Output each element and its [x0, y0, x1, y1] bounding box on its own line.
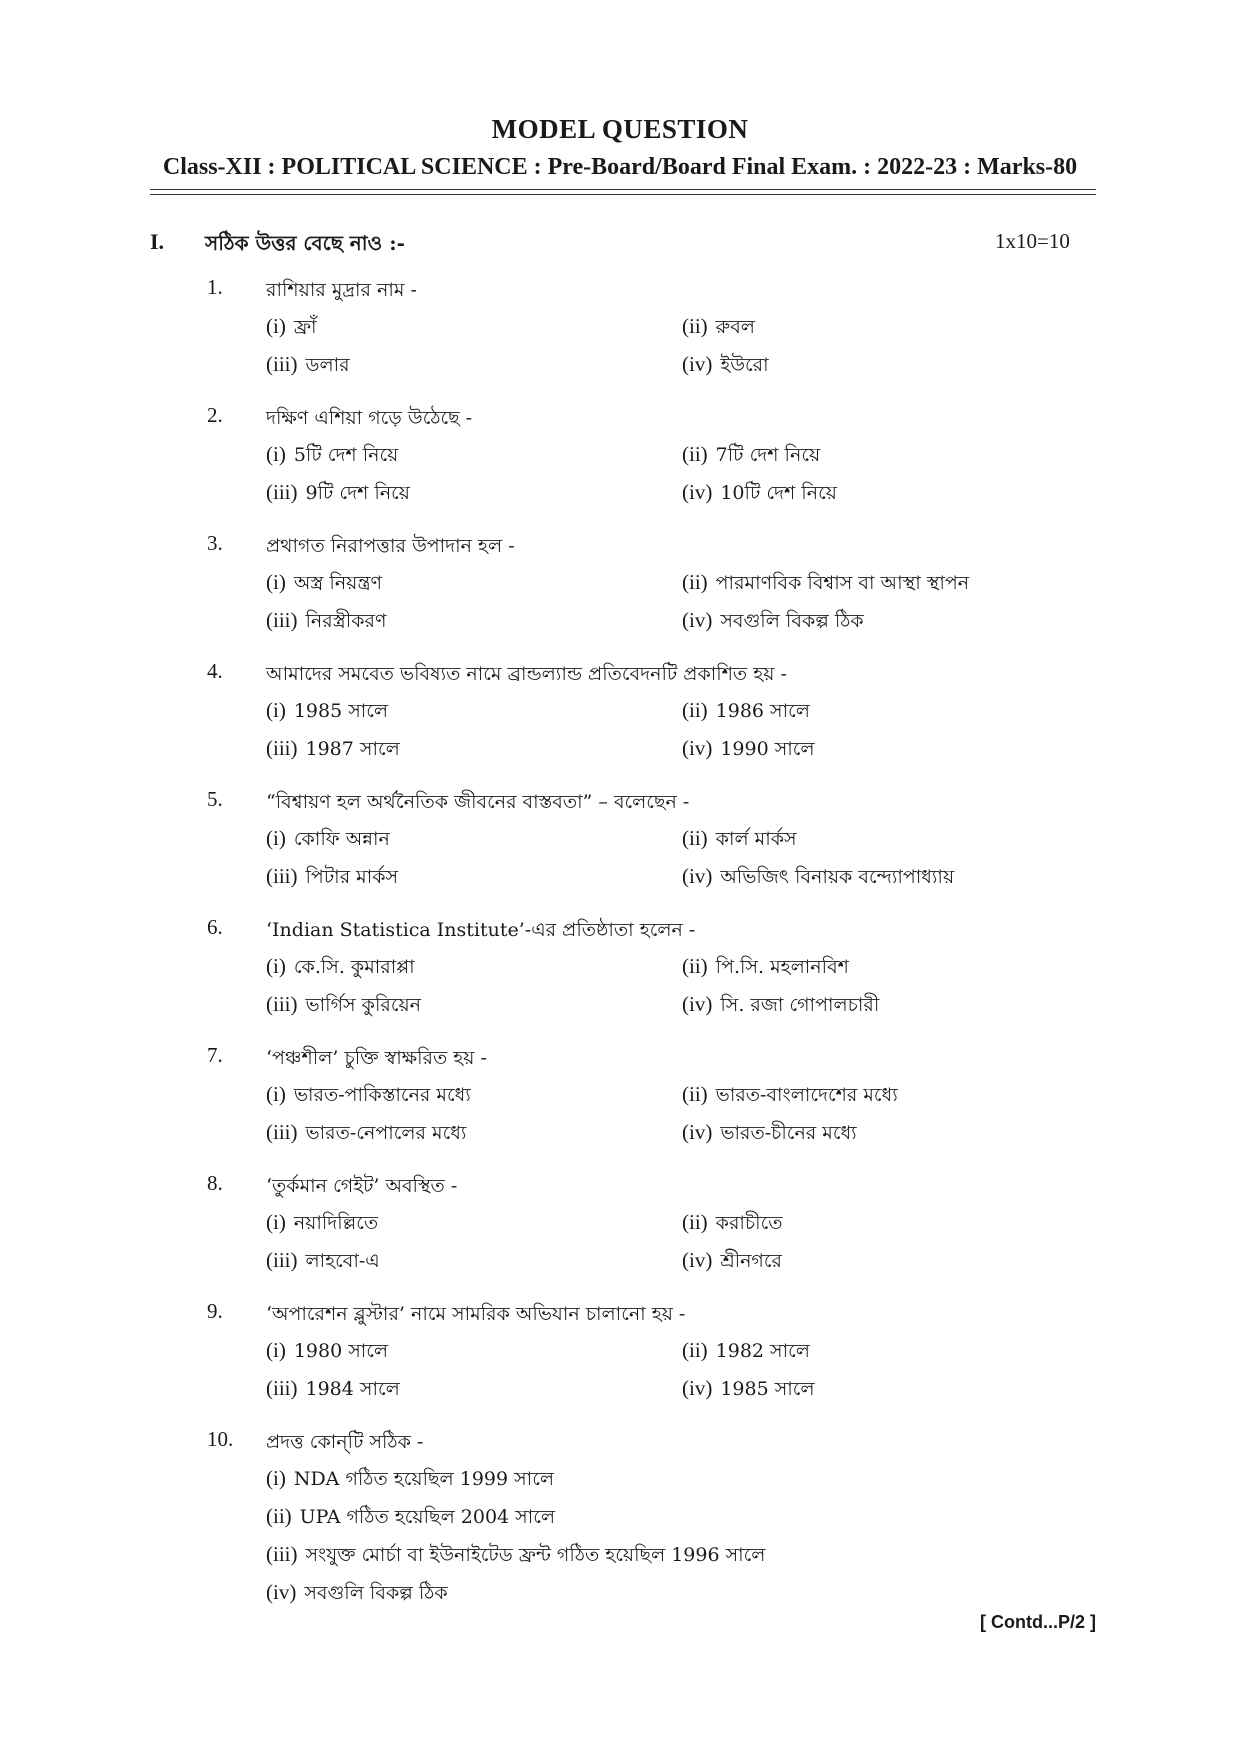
option [682, 1247, 782, 1279]
option-label: (iii) [266, 864, 298, 888]
option [266, 441, 398, 473]
option [682, 953, 849, 985]
option [682, 1375, 815, 1407]
option-label: (iv) [682, 992, 713, 1016]
option [682, 1081, 898, 1113]
option-label: (i) [266, 826, 286, 850]
option-text: শ্রীনগরে [720, 1250, 782, 1272]
option [266, 1081, 471, 1113]
option [682, 313, 755, 345]
option [266, 607, 386, 639]
option [682, 607, 864, 639]
option-text: ভার্গিস কুরিয়েন [305, 994, 421, 1016]
option-text: লাহবো-এ [305, 1250, 380, 1272]
question-number: 8. [207, 1171, 223, 1195]
section-number: I. [150, 229, 165, 254]
question-text: ‘তুর্কমান গেইট’ অবস্থিত - [266, 1175, 458, 1197]
option [266, 1119, 466, 1151]
option-label: (iv) [682, 608, 713, 632]
option [266, 825, 390, 857]
option-text: পিটার মার্কস [305, 866, 399, 888]
option-label: (iv) [682, 1120, 713, 1144]
option-label: (iii) [266, 608, 298, 632]
header-rule-top [150, 189, 1096, 190]
question-text: “বিশ্বায়ণ হল অর্থনৈতিক জীবনের বাস্তবতা” – বলেছেন - [266, 791, 690, 813]
option-label: (i) [266, 1338, 286, 1362]
option [266, 735, 400, 767]
option-text: ডলার [305, 354, 350, 376]
option-label: (i) [266, 698, 286, 722]
option-text: ইউরো [720, 354, 769, 376]
option-text: 1986 সালে [715, 700, 810, 722]
option-label: (iv) [682, 1376, 713, 1400]
option-label: (i) [266, 1210, 286, 1234]
option-text: 10টি দেশ নিয়ে [720, 482, 837, 504]
option-label: (iii) [266, 736, 298, 760]
option [266, 1375, 400, 1407]
exam-subtitle: Class-XII : POLITICAL SCIENCE : Pre-Board/Board Final Exam. : 2022-23 : Marks-80 [162, 154, 1078, 180]
option-text: কার্ল মার্কস [715, 828, 797, 850]
option [266, 1465, 554, 1497]
option-label: (i) [266, 1082, 286, 1106]
option-text: সবগুলি বিকল্প ঠিক [720, 610, 864, 632]
option-label: (iii) [266, 1542, 298, 1566]
continued-note: [ Contd...P/2 ] [980, 1612, 1096, 1632]
option [682, 863, 954, 895]
option [266, 863, 398, 895]
option-text: 1985 সালে [720, 1378, 815, 1400]
option [682, 351, 769, 383]
option-text: অভিজিৎ বিনায়ক বন্দ্যোপাধ্যায় [720, 866, 955, 888]
option [682, 1337, 810, 1369]
option-text: 1984 সালে [305, 1378, 400, 1400]
option [266, 1503, 555, 1535]
option-label: (i) [266, 1466, 286, 1490]
option [266, 479, 410, 511]
option-text: ভারত-নেপালের মধ্যে [305, 1122, 467, 1144]
option [682, 1119, 857, 1151]
option [682, 991, 879, 1023]
option [266, 351, 350, 383]
option-label: (i) [266, 442, 286, 466]
option [266, 1337, 388, 1369]
question-number: 5. [207, 787, 223, 811]
option [266, 991, 421, 1023]
option-label: (iv) [266, 1580, 297, 1604]
option [266, 953, 415, 985]
page-title: MODEL QUESTION [491, 114, 749, 144]
option-label: (ii) [682, 1210, 708, 1234]
option-label: (ii) [682, 826, 708, 850]
option-label: (iv) [682, 864, 713, 888]
option-text: NDA গঠিত হয়েছিল 1999 সালে [293, 1468, 554, 1490]
option-text: পি.সি. মহলানবিশ [715, 956, 849, 978]
option-text: নিরস্ত্রীকরণ [305, 610, 387, 632]
option [266, 1541, 765, 1573]
option-text: ভারত-বাংলাদেশের মধ্যে [715, 1084, 898, 1106]
option-text: সংযুক্ত মোর্চা বা ইউনাইটেড ফ্রন্ট গঠিত হয়েছিল 1996 সালে [305, 1544, 766, 1566]
option-text: অস্ত্র নিয়ন্ত্রণ [293, 572, 383, 594]
option-label: (i) [266, 954, 286, 978]
option-label: (iii) [266, 1376, 298, 1400]
question-text: প্রদত্ত কোন্‌টি সঠিক - [266, 1431, 424, 1453]
option-text: কে.সি. কুমারাপ্পা [293, 956, 415, 978]
option-text: কোফি অন্নান [293, 828, 390, 850]
option-text: 7টি দেশ নিয়ে [715, 444, 821, 466]
option [266, 697, 388, 729]
option [682, 825, 797, 857]
question-text: ‘পঞ্চশীল’ চুক্তি স্বাক্ষরিত হয় - [266, 1047, 487, 1069]
option-text: 5টি দেশ নিয়ে [293, 444, 399, 466]
question-number: 10. [207, 1427, 234, 1451]
option [266, 569, 382, 601]
header-rule-bottom [150, 194, 1096, 195]
option [682, 441, 820, 473]
option [266, 1247, 380, 1279]
option [682, 697, 810, 729]
option-text: করাচীতে [715, 1212, 783, 1234]
option [682, 735, 815, 767]
option-label: (ii) [682, 1338, 708, 1362]
question-text: ‘অপারেশন ব্লুস্টার’ নামে সামরিক অভিযান চালানো হয় - [266, 1303, 686, 1325]
option-text: ভারত-পাকিস্তানের মধ্যে [293, 1084, 471, 1106]
option-text: 1987 সালে [305, 738, 400, 760]
option-label: (ii) [266, 1504, 292, 1528]
option-label: (iii) [266, 992, 298, 1016]
section-instruction: সঠিক উত্তর বেছে নাও :- [205, 231, 405, 255]
option-label: (ii) [682, 1082, 708, 1106]
option-text: সবগুলি বিকল্প ঠিক [304, 1582, 448, 1604]
option-text: সি. রজা গোপালচারী [720, 994, 880, 1016]
option-text: 1990 সালে [720, 738, 815, 760]
question-text: রাশিয়ার মুদ্রার নাম - [266, 279, 417, 301]
option-text: রুবল [715, 316, 755, 338]
question-number: 6. [207, 915, 223, 939]
option-label: (ii) [682, 954, 708, 978]
question-number: 4. [207, 659, 223, 683]
question-text: দক্ষিণ এশিয়া গড়ে উঠেছে - [266, 407, 473, 429]
option-text: UPA গঠিত হয়েছিল 2004 সালে [299, 1506, 556, 1528]
option-text: পারমাণবিক বিশ্বাস বা আস্থা স্থাপন [715, 572, 970, 594]
option-label: (ii) [682, 698, 708, 722]
option [682, 569, 969, 601]
question-number: 3. [207, 531, 223, 555]
option-label: (iv) [682, 352, 713, 376]
option-text: 1982 সালে [715, 1340, 810, 1362]
option-label: (iv) [682, 1248, 713, 1272]
option [266, 1579, 448, 1611]
option-label: (iii) [266, 1120, 298, 1144]
option-label: (iv) [682, 480, 713, 504]
option-text: 1980 সালে [293, 1340, 389, 1362]
question-text: প্রথাগত নিরাপত্তার উপাদান হল - [266, 535, 515, 557]
question-text: ‘Indian Statistica Institute’-এর প্রতিষ্ঠাতা হলেন - [266, 919, 696, 941]
option-label: (iii) [266, 1248, 298, 1272]
option-text: ভারত-চীনের মধ্যে [720, 1122, 857, 1144]
question-number: 9. [207, 1299, 223, 1323]
option-label: (ii) [682, 442, 708, 466]
question-number: 1. [207, 275, 223, 299]
option-label: (i) [266, 570, 286, 594]
question-number: 7. [207, 1043, 223, 1067]
option-text: 9টি দেশ নিয়ে [305, 482, 410, 504]
option [266, 1209, 378, 1241]
section-marks: 1x10=10 [995, 229, 1070, 253]
option-label: (ii) [682, 570, 708, 594]
option-label: (iii) [266, 352, 298, 376]
question-number: 2. [207, 403, 223, 427]
question-text: আমাদের সমবেত ভবিষ্যত নামে ব্রান্ডল্যান্ড প্রতিবেদনটি প্রকাশিত হয় - [266, 663, 787, 685]
option-text: 1985 সালে [293, 700, 389, 722]
option-text: নয়াদিল্লিতে [293, 1212, 379, 1234]
option-text: ফ্রাঁ [293, 316, 317, 338]
option [682, 479, 837, 511]
option-label: (ii) [682, 314, 708, 338]
option-label: (iv) [682, 736, 713, 760]
option-label: (iii) [266, 480, 298, 504]
option-label: (i) [266, 314, 286, 338]
option [682, 1209, 783, 1241]
option [266, 313, 317, 345]
